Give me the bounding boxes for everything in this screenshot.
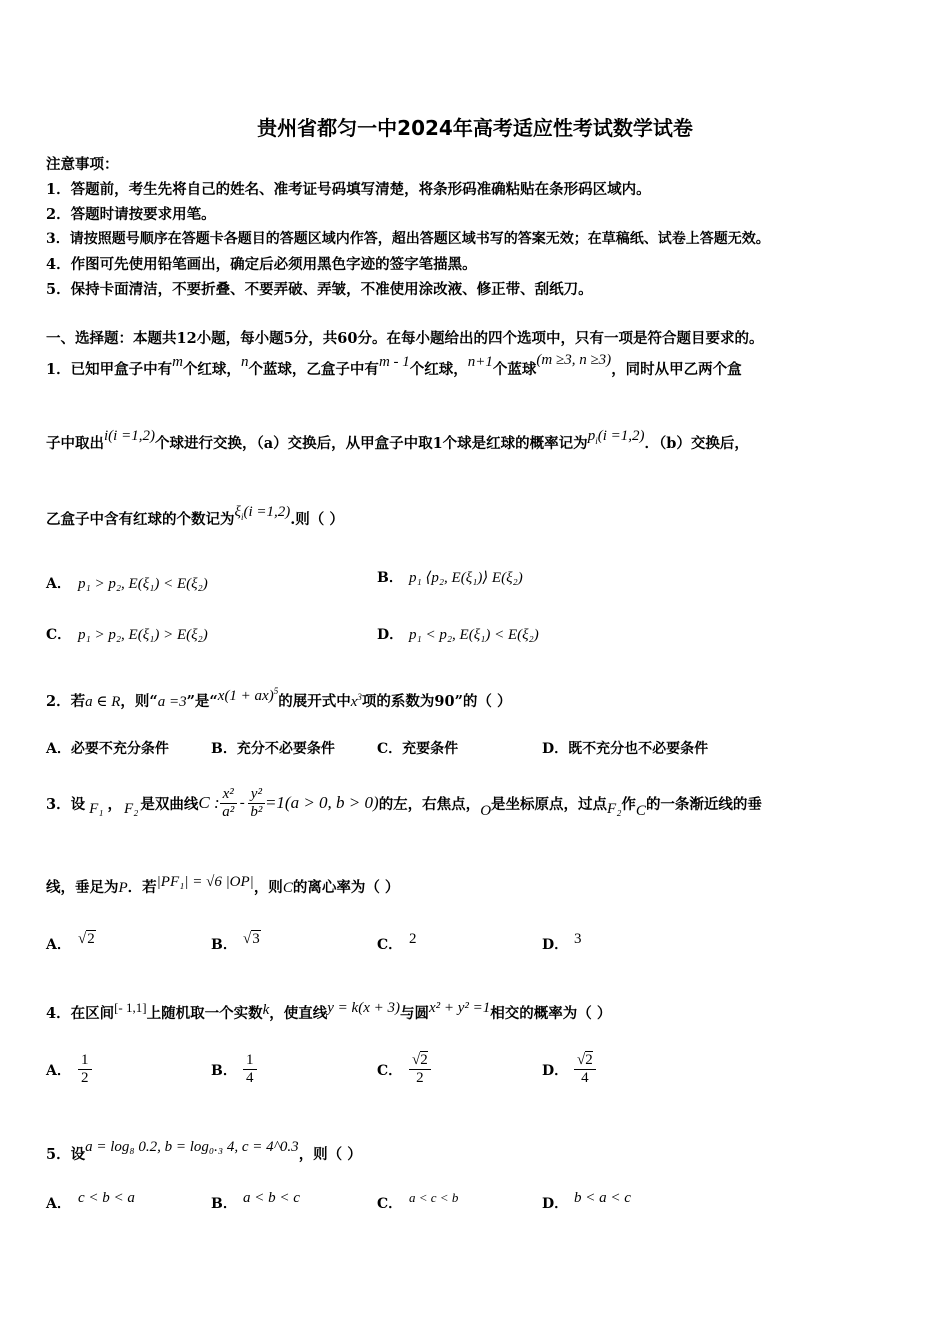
section-heading: 一、选择题：本题共12小题，每小题5分，共60分。在每小题给出的四个选项中，只有一项是符合题目要求的。 (46, 330, 764, 347)
q4-text: 与圆 (399, 1005, 429, 1022)
q1-m: m (172, 354, 183, 370)
q3-text: 的左，右焦点， (378, 795, 481, 813)
q3-option-b[interactable]: B． √3 (211, 931, 260, 953)
q3-text: 3．设 (46, 795, 86, 813)
q1-text: 乙盒子中含有红球的个数记为 (46, 511, 235, 528)
q5-option-c[interactable]: C． a < c < b (377, 1190, 459, 1212)
q2-option-d[interactable]: D．既不充分也不必要条件 (542, 741, 709, 757)
q3-option-c[interactable]: C． 2 (377, 931, 417, 953)
question-3-line-2 (46, 876, 399, 897)
q3-option-b-text: 3 (252, 931, 260, 947)
q4-option-a[interactable]: A． $\frac{1}{2}$ (46, 1052, 92, 1087)
q2-a-eq-3: a =3 (157, 694, 187, 710)
q2-text: 项的系数为90”的（ ） (361, 693, 512, 710)
q1-i-range: i(i =1,2) (104, 428, 155, 444)
q4-option-b[interactable]: B． $\frac{1}{4}$ (211, 1052, 257, 1087)
q3-text: 的离心率为（ ） (292, 879, 400, 896)
q1-option-d[interactable]: D． p₁ < p₂, E(ξ₁) < E(ξ₂) (377, 627, 539, 643)
exam-title: 贵州省都匀一中2024年高考适应性考试数学试卷 (257, 116, 693, 140)
q2-exponent: 5 (273, 686, 279, 696)
q2-text: 的展开式中 (278, 693, 351, 710)
q2-x-exponent: 3 (357, 692, 362, 702)
q1-xi-sub: i (240, 512, 244, 522)
q3-p: P (118, 880, 128, 896)
q5-option-a-text: c < b < a (78, 1190, 135, 1206)
q1-option-a[interactable]: A． p₁ > p₂, E(ξ₁) < E(ξ₂) (46, 576, 208, 592)
q3-text: ，则 (253, 879, 283, 896)
q2-option-b[interactable]: B．充分不必要条件 (211, 741, 335, 757)
q3-text: ．若 (127, 879, 157, 896)
q1-m-minus-1: m - 1 (378, 354, 410, 370)
q1-option-a-text: p₁ > p₂, E(ξ₁) < E(ξ₂) (78, 576, 208, 592)
q1-text: 个蓝球 (492, 361, 537, 378)
q3-f2: F₂ (607, 800, 622, 817)
q2-text: ”是“ (186, 693, 218, 710)
q3-option-d[interactable]: D． 3 (542, 931, 582, 953)
q1-text: 个球进行交换，（a）交换后，从甲盒子中取1个球是红球的概率记为 (154, 435, 588, 452)
q1-p-sub: i (595, 436, 598, 446)
q2-x: x (350, 694, 358, 710)
notice-item: 1．答题前，考生先将自己的姓名、准考证号码填写清楚，将条形码准确粘贴在条形码区域内。 (46, 181, 651, 198)
q2-option-c-text: 充要条件 (402, 741, 459, 757)
q5-text: ，则（ ） (298, 1146, 362, 1163)
notice-heading: 注意事项： (46, 156, 119, 173)
q4-text: ，使直线 (269, 1005, 328, 1022)
q4-k: k (262, 1002, 270, 1018)
q5-option-b-text: a < b < c (243, 1190, 300, 1206)
q4-option-a-fraction: $\frac{1}{2}$ (78, 1052, 92, 1087)
notice-item: 4．作图可先使用铅笔画出，确定后必须用黑色字迹的签字笔描黑。 (46, 256, 477, 273)
q2-expression: x(1 + ax) (217, 688, 274, 704)
q5-option-d-text: b < a < c (574, 1190, 631, 1206)
question-1-line-1 (46, 352, 742, 379)
q1-option-c[interactable]: C． p₁ > p₂, E(ξ₁) > E(ξ₂) (46, 627, 208, 643)
q3-option-c-text: 2 (409, 931, 417, 947)
q3-equation: =1(a > 0, b > 0) (264, 793, 379, 812)
q2-text: 2．若 (46, 693, 86, 710)
q3-text: 作 (621, 795, 636, 813)
q1-option-c-text: p₁ > p₂, E(ξ₁) > E(ξ₂) (78, 627, 208, 643)
q1-text: ，同时从甲乙两个盒 (611, 361, 742, 378)
q5-option-c-text: a < c < b (409, 1190, 459, 1205)
q3-text: ， (107, 795, 122, 813)
q3-text: 是坐标原点，过点 (491, 795, 608, 813)
q4-text: 上随机取一个实数 (146, 1005, 263, 1022)
q4-option-d[interactable]: D． $\frac{√2}{4}$ (542, 1052, 596, 1087)
q4-option-c-fraction: $\frac{√2}{2}$ (409, 1052, 431, 1087)
q1-text: .则（ ） (290, 511, 344, 528)
question-5 (46, 1139, 362, 1164)
q1-p-range: (i =1,2) (597, 428, 645, 444)
q3-c: C (282, 880, 293, 896)
q4-option-b-fraction: $\frac{1}{4}$ (243, 1052, 257, 1087)
q3-option-a[interactable]: A． √2 (46, 931, 95, 953)
q1-text: 个红球， (182, 361, 241, 378)
q2-text: ，则“ (120, 693, 158, 710)
q2-a-in-r: a ∈ R (85, 694, 121, 710)
q3-option-d-text: 3 (574, 931, 582, 947)
q4-text: 相交的概率为（ ） (490, 1005, 612, 1022)
q4-option-d-fraction: $\frac{√2}{4}$ (574, 1052, 596, 1087)
q3-text: 的一条渐近线的垂 (645, 795, 762, 813)
q5-option-a[interactable]: A． c < b < a (46, 1190, 135, 1212)
q3-f1: F₁ (89, 800, 104, 817)
q3-fraction-y: $\frac{\text{y²}}{\text{b²}}$ (248, 786, 265, 821)
q3-text: 线，垂足为 (46, 879, 119, 896)
q3-option-a-text: 2 (87, 931, 95, 947)
q3-condition: |PF₁| = √6 |OP| (156, 874, 254, 890)
q1-text: 个红球， (409, 361, 468, 378)
q1-option-b[interactable]: B． p₁ ⟨p₂, E(ξ₁)⟩ E(ξ₂) (377, 570, 523, 586)
q4-text: 4．在区间 (46, 1005, 115, 1022)
q1-option-d-text: p₁ < p₂, E(ξ₁) < E(ξ₂) (409, 627, 539, 643)
notice-item: 5．保持卡面清洁，不要折叠、不要弄破、弄皱，不准使用涂改液、修正带、刮纸刀。 (46, 281, 593, 298)
q4-line-equation: y = k(x + 3) (327, 1000, 400, 1016)
q3-f2: F₂ (123, 800, 139, 817)
q2-option-a[interactable]: A．必要不充分条件 (46, 741, 169, 757)
q3-o: O (480, 802, 492, 819)
q2-option-a-text: 必要不充分条件 (70, 741, 169, 757)
q1-p: p (587, 428, 596, 444)
q1-text: 1．已知甲盒子中有 (46, 361, 173, 378)
question-1-line-3 (46, 504, 344, 530)
q1-xi-range: (i =1,2) (243, 504, 291, 520)
question-4 (46, 1002, 611, 1023)
q2-option-c[interactable]: C．充要条件 (377, 741, 459, 757)
q5-option-d[interactable]: D． b < a < c (542, 1190, 631, 1212)
question-1-line-2 (46, 428, 749, 454)
q3-c: C (635, 802, 646, 819)
q5-text: 5．设 (46, 1146, 86, 1163)
q1-n: n (240, 354, 249, 370)
q2-option-d-text: 既不充分也不必要条件 (568, 741, 709, 757)
q1-n-plus-1: n+1 (467, 354, 493, 370)
q1-condition: (m ≥3, n ≥3) (536, 352, 612, 368)
question-3-line-1: 3．设 F₁ ， F₂ 是双曲线 C : $\frac{\text{x²}}{\text{a²}}$ - $\frac{\text{y²}}{\text{b²}}$ =1(a > 0, b > 0) 的左，右焦点， O 是坐标原点，过点 F₂ 作 C 的一条渐近线的垂 (46, 785, 762, 820)
q2-option-b-text: 充分不必要条件 (236, 741, 335, 757)
question-2 (46, 686, 512, 711)
notice-item: 3．请按照题号顺序在答题卡各题目的答题区域内作答，超出答题区域书写的答案无效；在草稿纸、试卷上答题无效。 (46, 231, 770, 247)
q4-interval: [- 1,1] (114, 1000, 147, 1015)
q3-text: 是双曲线 (140, 795, 199, 813)
q4-circle-equation: x² + y² =1 (428, 1000, 491, 1016)
q3-c: C : (198, 793, 220, 812)
q1-text: ．（b）交换后， (644, 435, 749, 452)
q5-option-b[interactable]: B． a < b < c (211, 1190, 300, 1212)
q1-option-b-text: p₁ ⟨p₂, E(ξ₁)⟩ E(ξ₂) (409, 570, 523, 586)
q5-expression: a = log₈ 0.2, b = log₀.₃ 4, c = 4^0.3 (85, 1139, 299, 1155)
q3-fraction-x: $\frac{\text{x²}}{\text{a²}}$ (220, 786, 237, 821)
q4-option-c[interactable]: C． $\frac{√2}{2}$ (377, 1052, 431, 1087)
q1-xi: ξ (234, 504, 241, 520)
q1-text: 个蓝球，乙盒子中有 (248, 361, 379, 378)
q1-text: 子中取出 (46, 435, 104, 452)
notice-item: 2．答题时请按要求用笔。 (46, 206, 216, 223)
